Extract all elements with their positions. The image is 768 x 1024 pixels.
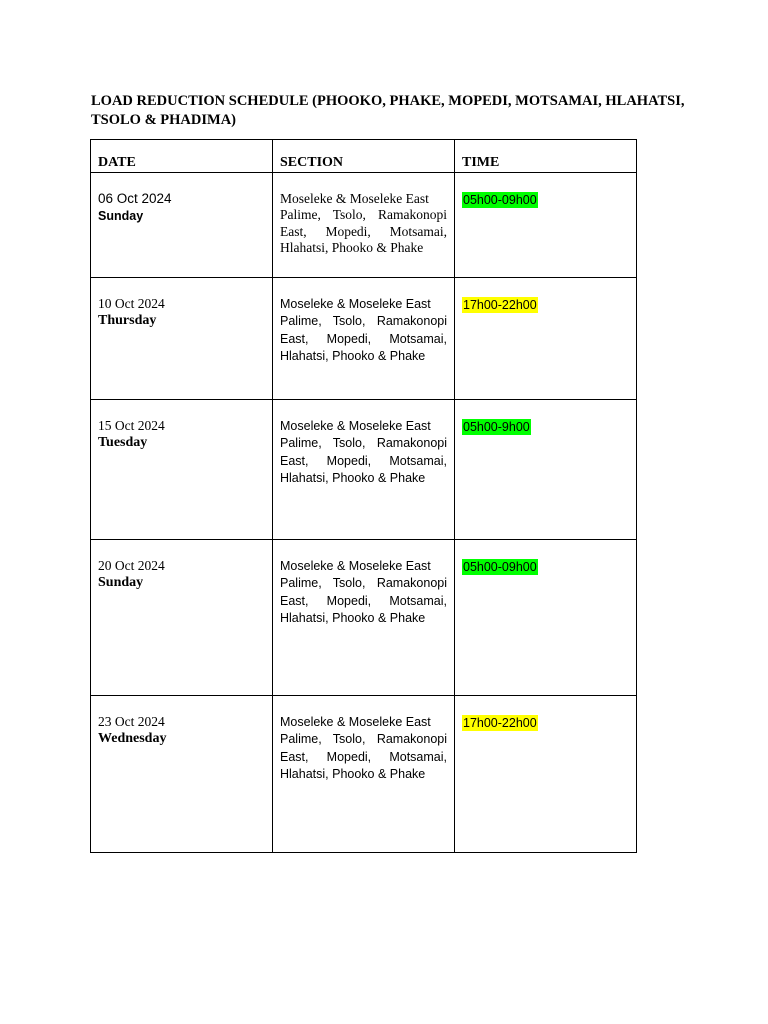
day-value: Sunday <box>98 209 144 223</box>
time-cell <box>455 696 637 853</box>
document-title: LOAD REDUCTION SCHEDULE (PHOOKO, PHAKE, MOPEDI, MOTSAMAI, HLAHATSI, TSOLO & PHADIMA) <box>91 93 685 128</box>
header-date: DATE <box>91 140 273 173</box>
section-line1: Moseleke & Moseleke East <box>280 419 431 433</box>
day-value: Sunday <box>98 575 144 590</box>
date-cell <box>91 540 273 696</box>
date-value: 15 Oct 2024 <box>98 418 165 433</box>
table-header-row <box>91 140 637 173</box>
table-row <box>91 173 637 278</box>
date-cell <box>91 400 273 540</box>
section-line1: Moseleke & Moseleke East <box>280 559 431 573</box>
time-value: 05h00-09h00 <box>463 193 537 207</box>
section-areas: Palime, Tsolo, Ramakonopi East, Mopedi, Motsamai, Hlahatsi, Phooko & Phake <box>280 207 447 255</box>
table-row <box>91 540 637 696</box>
date-value: 23 Oct 2024 <box>98 714 165 729</box>
section-cell <box>273 696 455 853</box>
section-line1: Moseleke & Moseleke East <box>280 715 431 729</box>
section-line1: Moseleke & Moseleke East <box>280 297 431 311</box>
time-value: 17h00-22h00 <box>463 716 537 730</box>
time-value: 05h00-9h00 <box>463 420 530 434</box>
time-cell <box>455 540 637 696</box>
section-line1: Moseleke & Moseleke East <box>280 191 429 206</box>
date-value: 20 Oct 2024 <box>98 558 165 573</box>
schedule-table <box>90 139 637 853</box>
section-areas: Palime, Tsolo, Ramakonopi East, Mopedi, Motsamai, Hlahatsi, Phooko & Phake <box>280 314 447 364</box>
section-cell <box>273 278 455 400</box>
section-cell <box>273 173 455 278</box>
section-areas: Palime, Tsolo, Ramakonopi East, Mopedi, Motsamai, Hlahatsi, Phooko & Phake <box>280 576 447 626</box>
time-cell <box>455 278 637 400</box>
section-areas: Palime, Tsolo, Ramakonopi East, Mopedi, Motsamai, Hlahatsi, Phooko & Phake <box>280 732 447 782</box>
day-value: Tuesday <box>98 435 148 450</box>
table-row <box>91 278 637 400</box>
date-cell <box>91 173 273 278</box>
header-time: TIME <box>455 140 637 173</box>
time-cell <box>455 400 637 540</box>
date-cell <box>91 278 273 400</box>
time-cell <box>455 173 637 278</box>
table-row <box>91 696 637 853</box>
section-cell <box>273 540 455 696</box>
date-cell <box>91 696 273 853</box>
section-cell <box>273 400 455 540</box>
date-value: 10 Oct 2024 <box>98 296 165 311</box>
header-section: SECTION <box>273 140 455 173</box>
time-value: 05h00-09h00 <box>463 560 537 574</box>
day-value: Wednesday <box>98 731 167 746</box>
day-value: Thursday <box>98 313 157 328</box>
time-value: 17h00-22h00 <box>463 298 537 312</box>
section-areas: Palime, Tsolo, Ramakonopi East, Mopedi, Motsamai, Hlahatsi, Phooko & Phake <box>280 436 447 486</box>
table-row <box>91 400 637 540</box>
date-value: 06 Oct 2024 <box>98 191 172 206</box>
